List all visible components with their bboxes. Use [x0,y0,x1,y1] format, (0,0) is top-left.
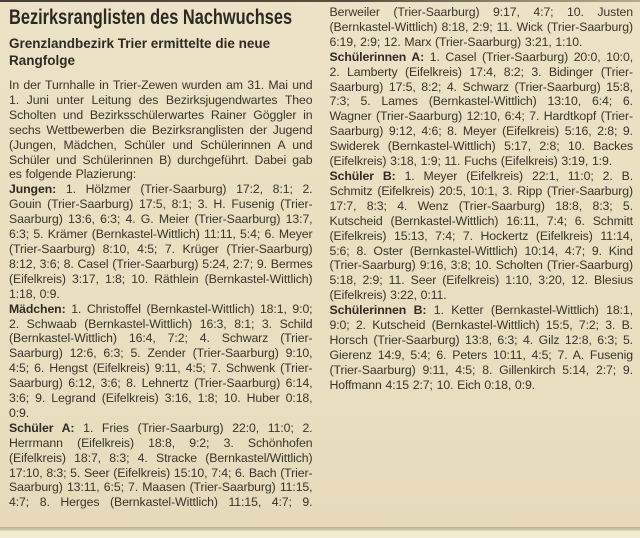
intro-paragraph: In der Turnhalle in Trier-Zewen wurden am 31. Mai und 1. Juni unter Leitung des Bezirksjugendwartes Theo Scholten und Bezirksschülerwartes Rainer Göggler in sechs Wettbewerben die Bezirksranglisten der Jugend (Jungen, Mädchen, Schüler und Schülerinnen A und Schüler und Schülerinnen B) durchgeführt. Dabei gab es folgende Plazierung: [9,78,313,182]
paper-below-strip [0,531,640,538]
section-label: Schülerinnen B: [329,303,427,318]
section-text: 1. Christoffel (Bernkastel-Wittlich) 18:1, 9:0; 2. Schwaab (Bernkastel-Wittlich) 16:3, 8:1; 3. Schild (Bernkastel-Wittlich) 16:4, 7:2; 4. Schwarz (Trier-Saarburg) 12:6, 6:3; 5. Zender (Trier-Saarburg) 9:10, 4:5; 6. Hengst (Eifelkreis) 9:11, 4:5; 7. Schwenk (Trier-Saarburg) 6:12, 3:6; 8. Lehnertz (Trier-Saarburg) 6:14, 3:6; 9. Legrand (Eifelkreis) 3:16, 1:8; 10. Huber 0:18, 0:9. [9,301,313,420]
ranking-section-schuelerinnen-b [330,303,634,392]
article-title: Bezirksranglisten des Nachwuchses [9,6,293,29]
section-label: Schüler A: [9,420,75,435]
article-subtitle: Grenzlandbezirk Trier ermittelte die neue Rangfolge [9,36,271,68]
ranking-section-jungen [9,182,313,301]
ranking-section-schueler-b [330,169,634,303]
section-text: 1. Meyer (Eifelkreis) 22:1, 11:0; 2. B. Schmitz (Eifelkreis) 20:5, 10:1, 3. Ripp (Trier-Saarburg) 17:7, 8:3; 4. Wenz (Trier-Saarburg) 18:8, 8:3; 5. Kutscheid (Bernkastel-Wittlich) 16:11, 7:4; 6. Schmitt (Eifelkreis) 15:13, 7:4; 7. Hockertz (Eifelkreis) 11:14, 5:6; 8. Oster (Bernkastel-Wittlich) 10:14, 4:7; 9. Kind (Trier-Saarburg) 9:16, 3:8; 10. Scholten (Trier-Saarburg) 5:18, 2:9; 11. Seer (Eifelkreis) 1:10, 3:20, 12. Blesius (Eifelkreis) 3:22, 0:11. [329,168,634,303]
section-label: Mädchen: [9,301,66,316]
section-text: 1. Fries (Trier-Saarburg) 22:0, 11:0; 2. Herrmann (Eifelkreis) 18:8, 9:2; 3. Schönhofen (Eifelkreis) 18:7, 8:3; 4. Stracke (Bernkastel/Wittlich) 17:10, 8:3; 5. Seer (Eifelkreis) 15:10, 7:4; 6. Bach (Trier-Saarburg) 13:11, 6:5; 7. Maasen (Trier-Saarburg) 11:15, 4:7; 8. Herges (Bernkastel-Wittlich) 11:15, 4:7; 9. Berweiler (Trier-Saarburg) 9:17, 4:7; 10. Justen (Bernkastel-Wittlich) 8:18, 2:9; 11. Wick (Trier-Saarburg) 6:19, 2:9; 12. Marx (Trier-Saarburg) 3:21, 1:10. [9,5,633,510]
section-label: Jungen: [9,182,57,197]
section-text: 1. Ketter (Bernkastel-Wittlich) 18:1, 9:0; 2. Kutscheid (Bernkastel-Wittlich) 15:5, 7:2; 3. B. Horsch (Trier-Saarburg) 13:8, 6:3; 4. Gilz 12:8, 6:3; 5. Gierenz 14:9, 5:4; 6. Peters 10:11, 4:5; 7. A. Fusenig (Trier-Saarburg) 9:11, 4:5; 8. Gillenkirch 5:14, 2:7; 9. Hoffmann 4:15 2:7; 10. Eich 0:18, 0:9. [329,303,634,392]
section-label: Schülerinnen A: [329,49,425,64]
section-text: 1. Casel (Trier-Saarburg) 20:0, 10:0, 2. Lamberty (Eifelkreis) 17:4, 8:2; 3. Bidinger (Trier-Saarburg) 17:5, 8:2; 4. Schwarz (Trier-Saarburg) 15:8, 7:3; 5. Lames (Bernkastel-Wittlich) 13:10, 6:4; 6. Wagner (Trier-Saarburg) 12:10, 6:4; 7. Hardtkopf (Trier-Saarburg) 9:12, 4:6; 8. Meyer (Eifelkreis) 5:16, 2:8; 9. Swiderek (Bernkastel-Wittlich) 5:17, 2:8; 10. Backes (Eifelkreis) 3:18, 1:9; 11. Fuchs (Eifelkreis) 3:19, 1:9. [329,49,634,169]
section-label: Schüler B: [329,168,396,183]
ranking-section-schuelerinnen-a [330,50,634,169]
ranking-section-maedchen [9,302,313,421]
section-text: 1. Hölzmer (Trier-Saarburg) 17:2, 8:1; 2. Gouin (Trier-Saarburg) 17:5, 8:1; 3. H. Fusenig (Trier-Saarburg) 13:6, 6:3; 4. G. Meier (Trier-Saarburg) 13:7, 6:3; 5. Krämer (Bernkastel-Wittlich) 11:11, 5:4; 6. Meyer (Trier-Saarburg) 8:10, 4:5; 7. Krüger (Trier-Saarburg) 8:12, 3:6; 8. Casel (Trier-Saarburg) 5:24, 2:7; 9. Bermes (Eifelkreis) 3:17, 1:8; 10. Räthlein (Bernkastel-Wittlich) 1:18, 0:9. [9,182,313,301]
